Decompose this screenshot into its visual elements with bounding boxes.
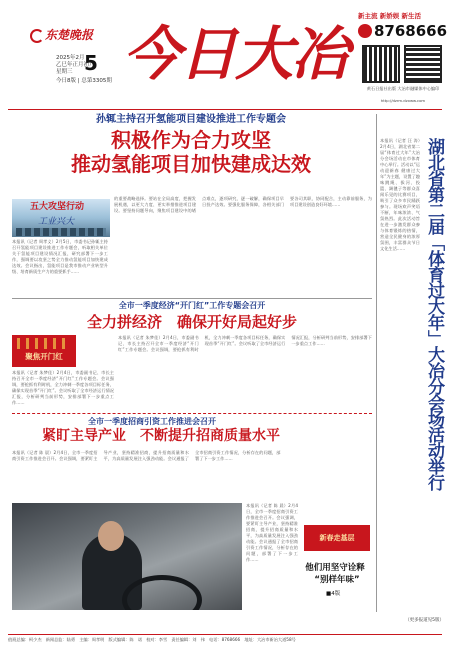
masthead [0,0,450,112]
sidebar-headline-2: 「体育过大年」 [424,234,444,346]
story2-body-right: 本报讯（记者 朱梦佳）2月4日，市委副书记、市长主持召开全市一季度经济“开门红”工作专题会。会议强调，要抢抓有利时机，全力冲刺一季度各项目标任务，确保实现首季“开门红”。会议听取了全市经济运行情况汇报，分析研判当前形势，安排部署下一步重点工作…… [118,335,372,352]
lead-body-right: 的重要战略选择。要站在全局高度，把握发展机遇，以更大力度、更实举措推进项目建设。要坚持问题导向，聚焦项目建设中的堵点难点，逐项研究、逐一破解，确保项目早日投产达效。要强化服务保障，各相关部门要各司其职、协同配合，主动靠前服务，为项目建设创造良好环境…… [114,196,372,213]
issue-pages: 今日8版 | 总第3305期 [56,78,112,84]
partner-logo-mark-icon [30,29,44,43]
feature-headline-2: “别样年味” [314,575,360,585]
sidebar-headline [423,138,445,568]
feature-badge-text: 新春走基层 [319,534,355,542]
story3-kicker: 全市一季度招商引资工作推进会召开 [88,417,216,426]
footer-rule [8,634,442,635]
website-url[interactable]: http://dzrm.dzxww.com [380,98,426,103]
story3-body: 本报讯（记者 陈 晨）2月4日，全市一季度招商引资工作推进会召开。会议强调，要紧盯主导产业，坚持精准招商，提升招商质量和水平，为高质量发展注入强劲动能。会议通报了全市招商引资工作情况，分析存在的问题，部署了下一步工作…… [12,450,281,461]
app-label-3: 新生活 [401,12,422,20]
partner-logo-text: 东楚晚报 [45,28,94,42]
lead-bottom-rule [12,298,372,299]
hotline-number: 8768666 [374,22,448,40]
qr-code-2[interactable] [404,45,442,83]
lead-headline-1: 积极作为合力攻坚 [111,128,271,152]
sidebar-headline-3: 大冶分会场活动举行 [424,346,444,490]
factory-silhouette [16,228,106,236]
qr-code[interactable] [362,45,400,83]
issue-weekday: 星期三 [56,69,73,75]
partner-logo [30,27,100,45]
footer-text: 值班总编：柯少杰 新闻总监：陆勇 主编：周孝明 版式编辑：陈 诺 校对：李雪 责任编辑：刘 伟 电话：8768666 地址：大冶市新冶大道58号 [8,637,296,642]
story2-body-left: 本报讯（记者 朱梦佳）2月4日，市委副书记、市长主持召开全市一季度经济“开门红”工作专题会。会议强调，要抢抓有利时机，全力冲刺一季度各项目标任务，确保实现首季“开门红”。会议听取了全市经济运行情况汇报，分析研判当前形势，安排部署下一步重点工作…… [12,370,114,405]
sidebar-body: 本报讯（记者 汪 涛）2月4日，湖北省第二届“体育过大年”大冶分会场活动在市体育中心举行。活动以“运动迎新春 健康过大年”为主题，设置了趣味跳绳、拔河、投篮、踢毽子等群众喜闻乐见的比赛项目，吸引了众多市民踊跃参与。现场欢声笑语不断，年味浓浓、气氛热烈。此次活动旨在进一步激发群众参与体育锻炼的热情，营造全民健身的浓厚氛围，丰富群众节日文化生活…… [380,138,420,251]
sidebar-more-link[interactable]: （更多报道见5版） [405,618,444,623]
story2-kicker: 全市一季度经济“开门红”工作专题会召开 [118,301,266,310]
issue-number: 总第3305期 [81,78,112,84]
app-labels [358,12,442,21]
publisher-line: 黄石日报社出版 大冶市融媒体中心编印 [366,86,440,91]
lead-body-left: 本报讯（记者 周孝义）2月5日，市委书记孙辄主持召开氢能项目建设推进工作专题会，听取相关单位关于氢能项目建设情况汇报，研究部署下一步工作，强调要以攻坚之势全力推动氢能项目加快建成达效。会议指出，氢能项目是我市推动产业转型升级、培育新质生产力的重要抓手…… [12,239,108,274]
story2-headline: 全力拼经济 确保开好局起好步 [86,313,297,331]
story3-headline: 紧盯主导产业 不断提升招商质量水平 [42,428,280,444]
sidebar-divider [376,114,377,612]
app-label-1: 新主流 [358,12,378,20]
issue-day-number: 5 [84,51,98,75]
issue-lunar-date: 乙巳年正月初八 [56,62,95,68]
banner-subtitle: 工业兴大 [38,217,75,227]
feature-box [302,525,372,610]
story3-body-right: 本报讯（记者 陈 晨）2月4日，全市一季度招商引资工作推进会召开。会议强调，要紧盯主导产业，坚持精准招商，提升招商质量和水平，为高质量发展注入强劲动能。会议通报了全市招商引资工作情况，分析存在的问题，部署了下一步工作…… [246,503,298,562]
lead-photo [12,199,110,237]
banner-title: 五大攻坚行动 [30,202,85,212]
feature-photo [12,503,242,610]
phone-icon [358,24,372,38]
feature-headline-1: 他们用坚守诠释 [305,563,365,573]
story2-badge [12,335,76,367]
masthead-rule [8,109,442,110]
issue-date: 2025年2月 [56,55,85,61]
lead-kicker: 孙辄主持召开氢能项目建设推进工作专题会 [96,114,286,125]
newspaper-title: 今日大冶 [122,20,347,88]
sidebar-headline-1: 湖北省第二届 [424,138,444,234]
lantern-icon [17,338,71,349]
driver-head [98,521,124,551]
story2-badge-text: 聚焦开门红 [25,352,63,361]
feature-badge [304,525,370,551]
story2-bottom-rule [12,413,372,414]
app-label-2: 新娇娱 [379,12,400,20]
lead-headline-2: 推动氢能项目加快建成达效 [71,152,311,176]
today-pages: 今日8版 [56,78,76,84]
feature-page-ref[interactable]: ■4版 [326,591,341,597]
